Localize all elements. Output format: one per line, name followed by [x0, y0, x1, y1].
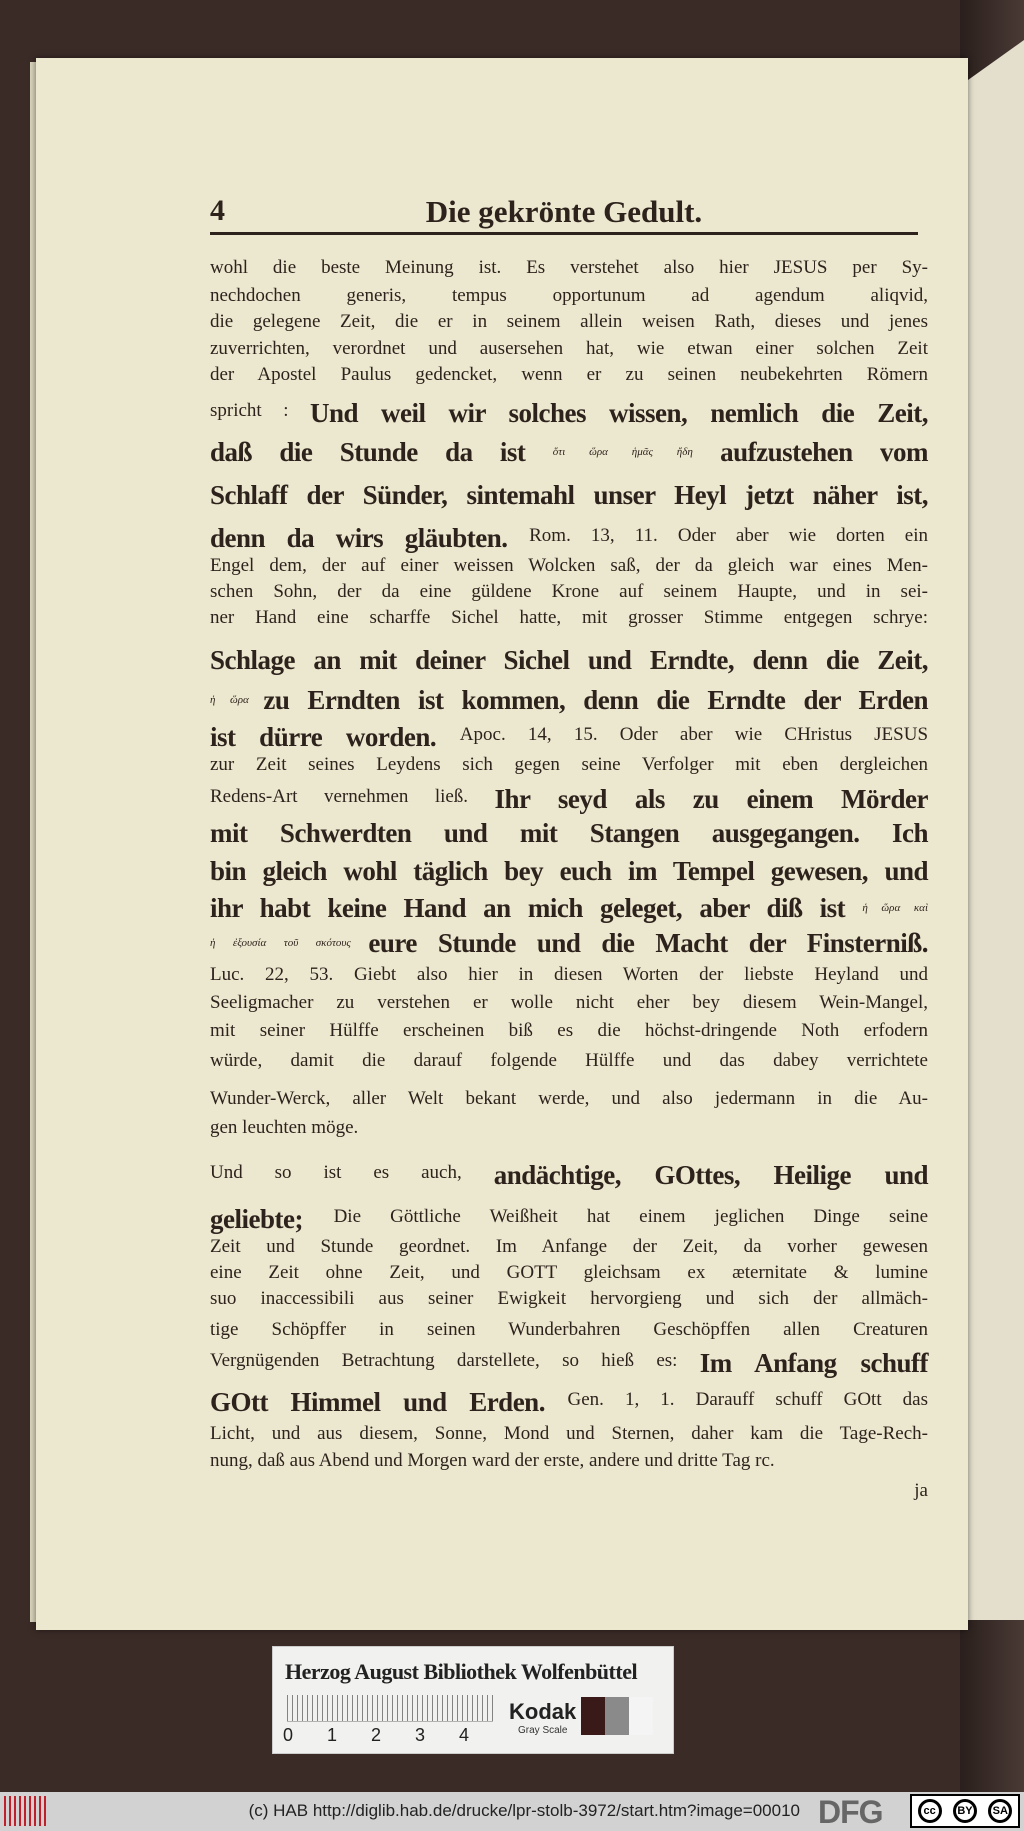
ruler-numbers	[283, 1725, 503, 1746]
text-line	[210, 893, 928, 923]
text-line	[210, 1115, 928, 1141]
sa-icon: SA	[988, 1799, 1012, 1823]
emphasized-text: geliebte;	[210, 1204, 334, 1234]
emphasized-text: andächtige, GOttes, Heilige und	[493, 1160, 928, 1190]
text-line	[210, 1448, 928, 1474]
text-segment: spricht :	[210, 400, 310, 421]
text-segment: Gen. 1, 1. Darauff schuff GOtt das	[567, 1389, 928, 1410]
text-line	[210, 1018, 928, 1044]
emphasized-text: Schlage an mit deiner Sichel und Erndte, denn die Zeit,	[210, 645, 928, 675]
library-name: Herzog August Bibliothek Wolfenbüttel	[285, 1659, 638, 1684]
text-segment: Rom. 13, 11. Oder aber wie dorten ein	[529, 525, 928, 546]
text-line	[210, 1348, 928, 1378]
text-segment: Licht, und aus diesem, Sonne, Mond und Sternen, daher kam die Tage-Rech-	[210, 1423, 928, 1444]
text-line	[210, 722, 928, 752]
text-line	[210, 962, 928, 988]
text-line	[210, 480, 928, 510]
cc-icon: cc	[918, 1799, 942, 1823]
text-line	[210, 523, 928, 553]
text-line	[210, 1286, 928, 1312]
text-segment: die gelegene Zeit, die er in seinem allein weisen Rath, dieses und jenes	[210, 311, 928, 332]
emphasized-text: GOtt Himmel und Erden.	[210, 1387, 568, 1417]
swatch-gray	[605, 1697, 629, 1735]
credit-link[interactable]: (c) HAB http://diglib.hab.de/drucke/lpr-stolb-3972/start.htm?image=00010	[248, 1801, 800, 1820]
text-line	[210, 645, 928, 675]
emphasized-text: aufzustehen vom	[692, 437, 928, 467]
text-line	[210, 1048, 928, 1074]
text-line	[210, 1160, 928, 1190]
gray-scale-label: Gray Scale	[518, 1725, 568, 1736]
text-segment: Und so ist es auch,	[210, 1162, 494, 1183]
text-segment: mit seiner Hülffe erscheinen biß es die höchst-dringende Noth erfodern	[210, 1020, 928, 1041]
text-segment: Vergnügenden Betrachtung darstellete, so hieß es:	[210, 1350, 700, 1371]
text-segment: tige Schöpffer in seinen Wunderbahren Geschöpffen allen Creaturen	[210, 1319, 928, 1340]
emphasized-text: zu Erndten ist kommen, denn die Erndte der Erden	[263, 685, 928, 715]
greek-text: ἡ ὥρα	[210, 694, 264, 706]
text-segment: zuverrichten, verordnet und ausersehen hat, wie etwan einer solchen Zeit	[210, 338, 928, 359]
text-segment: Apoc. 14, 15.	[459, 724, 598, 745]
text-segment: würde, damit die darauf folgende Hülffe und das dabey verrichtete	[210, 1050, 928, 1071]
gray-scale-swatches	[581, 1697, 653, 1735]
text-line	[210, 605, 928, 631]
text-line	[210, 579, 928, 605]
text-line	[210, 398, 928, 428]
text-segment: gen leuchten möge.	[210, 1117, 359, 1138]
text-segment: schen Sohn, der da eine güldene Krone auf seinem Haupte, und in sei-	[210, 581, 928, 602]
swatch-dark	[581, 1697, 605, 1735]
next-page-edge	[968, 40, 1024, 1620]
text-line	[210, 784, 928, 814]
text-line	[210, 1387, 928, 1417]
text-segment: Engel dem, der auf einer weissen Wolcken saß, der da gleich war eines Men-	[210, 555, 928, 576]
swatch-white	[629, 1697, 653, 1735]
text-line	[210, 928, 928, 958]
text-line	[210, 437, 928, 467]
text-line	[210, 309, 928, 335]
text-segment: per Sy-	[852, 257, 929, 278]
text-segment: Die Göttliche Weißheit hat einem jeglichen Dinge seine	[333, 1206, 929, 1227]
text-segment: suo inaccessibili	[210, 1288, 355, 1309]
footer-bar	[0, 1792, 1024, 1831]
page-header	[210, 194, 918, 234]
text-segment: Oder aber wie CHristus JESUS	[597, 724, 929, 745]
ruler-number: 1	[327, 1725, 338, 1745]
emphasized-text: Und weil wir solches wissen, nemlich die Zeit,	[310, 398, 928, 428]
page-number: 4	[210, 194, 225, 227]
text-segment: eine Zeit ohne Zeit, und GOTT gleichsam	[210, 1262, 688, 1283]
greek-text: ὅτι ὥρα ἡμᾶς ἤδη	[552, 446, 693, 458]
text-segment: nung, daß aus Abend und Morgen ward der erste, andere und dritte Tag rc.	[210, 1450, 775, 1471]
text-line	[210, 1260, 928, 1286]
text-line	[210, 553, 928, 579]
text-line	[210, 1421, 928, 1447]
text-line	[210, 283, 928, 309]
text-line	[210, 1478, 928, 1504]
text-line	[210, 255, 928, 281]
running-title: Die gekrönte Gedult.	[425, 194, 703, 229]
text-segment: aus seiner Ewigkeit hervorgieng und sich der allmäch-	[354, 1288, 928, 1309]
ruler-number: 4	[459, 1725, 470, 1745]
text-segment: zur Zeit seines Leydens sich gegen seine Verfolger mit eben dergleichen	[210, 754, 928, 775]
text-line	[210, 818, 928, 848]
text-line	[210, 1086, 928, 1112]
emphasized-text: daß die Stunde da ist	[210, 437, 553, 467]
text-line	[210, 990, 928, 1016]
text-line	[210, 856, 928, 886]
greek-text: ἡ ὥρα καὶ	[862, 902, 928, 914]
emphasized-text: ihr habt keine Hand an mich geleget, aber diß ist	[210, 893, 863, 923]
text-segment: Zeit und Stunde geordnet. Im Anfange der Zeit, da vorher gewesen	[210, 1236, 928, 1257]
ruler-number: 3	[415, 1725, 426, 1745]
emphasized-text: denn da wirs gläubten.	[210, 523, 530, 553]
library-label-card	[272, 1646, 674, 1754]
emphasized-text: ist dürre worden.	[210, 722, 460, 752]
text-line	[210, 685, 928, 715]
emphasized-text: Schlaff der Sünder, sintemahl unser Heyl jetzt näher ist,	[210, 480, 928, 510]
hab-logo-icon	[4, 1796, 48, 1826]
emphasized-text: bin gleich wohl täglich bey euch im Tempel gewesen, und	[210, 856, 928, 886]
text-segment: nechdochen generis, tempus opportunum ad agendum aliqvid,	[210, 285, 928, 306]
text-line	[210, 1234, 928, 1260]
emphasized-text: Im Anfang schuff	[699, 1348, 928, 1378]
header-rule	[210, 232, 918, 235]
ruler-scale	[287, 1695, 493, 1722]
text-line	[210, 1317, 928, 1343]
text-segment: Luc. 22, 53. Giebt also hier in diesen Worten der liebste Heyland und	[210, 964, 928, 985]
emphasized-text: Ihr seyd als zu einem Mörder	[494, 784, 929, 814]
text-segment: der Apostel Paulus gedencket, wenn er zu seinen neubekehrten Römern	[210, 364, 928, 385]
greek-text: ἡ ἐξουσία τοῦ σκότους	[210, 937, 369, 949]
ruler-number: 2	[371, 1725, 382, 1745]
text-segment: Redens-Art vernehmen ließ.	[210, 786, 495, 807]
text-segment: Seeligmacher zu verstehen er wolle nicht eher bey diesem Wein-Mangel,	[210, 992, 928, 1013]
cc-license-badge[interactable]	[910, 1794, 1020, 1828]
text-segment: ner Hand eine scharffe Sichel hatte, mit grosser Stimme entgegen schrye:	[210, 607, 928, 628]
text-segment: ex æternitate & lumine	[687, 1262, 928, 1283]
text-line	[210, 1204, 928, 1234]
emphasized-text: mit Schwerdten und mit Stangen ausgegangen. Ich	[210, 818, 928, 848]
text-segment: wohl die beste Meinung ist. Es verstehet also hier JESUS	[210, 257, 853, 278]
dfg-logo: DFG	[818, 1794, 883, 1830]
ruler-number: 0	[283, 1725, 294, 1745]
text-segment: ja	[914, 1480, 928, 1501]
text-line	[210, 362, 928, 388]
text-line	[210, 752, 928, 778]
by-icon: BY	[953, 1799, 977, 1823]
text-segment: Wunder-Werck, aller Welt bekant werde, und also jedermann in die Au-	[210, 1088, 928, 1109]
text-line	[210, 336, 928, 362]
kodak-logo: Kodak	[509, 1699, 577, 1724]
emphasized-text: eure Stunde und die Macht der Finsterniß.	[368, 928, 928, 958]
